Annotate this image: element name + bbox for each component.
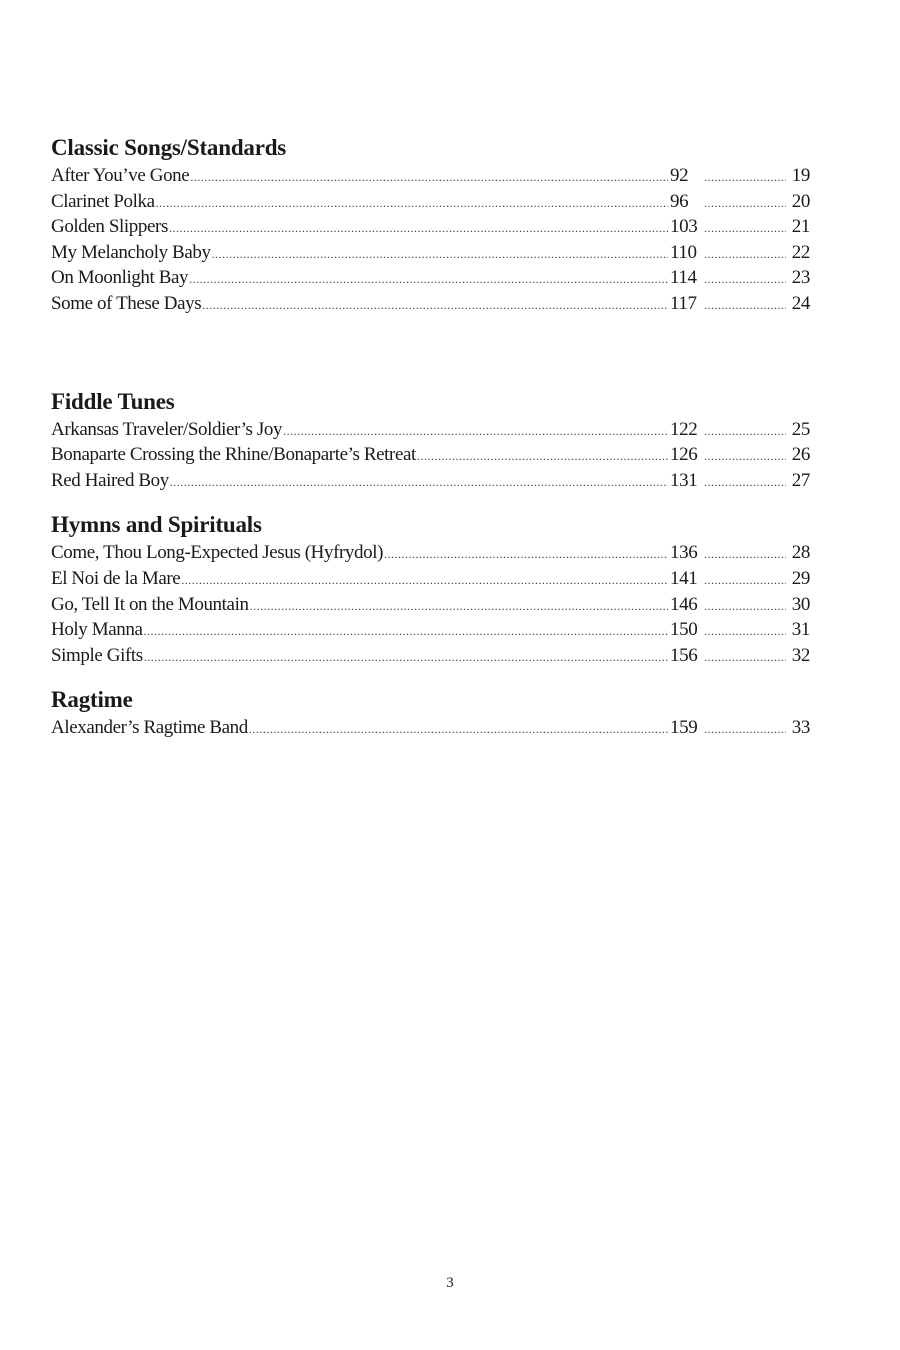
toc-entry[interactable] xyxy=(51,617,810,643)
dot-leader xyxy=(704,191,786,217)
dot-leader xyxy=(283,419,668,445)
toc-section-ragtime xyxy=(51,685,810,741)
entry-title: El Noi de la Mare xyxy=(51,567,181,589)
entry-page: 136 xyxy=(670,542,698,564)
dot-leader xyxy=(190,165,668,191)
entry-title: After You’ve Gone xyxy=(51,165,190,186)
entry-number: 31 xyxy=(791,619,810,641)
entry-number: 24 xyxy=(791,292,810,314)
dot-leader xyxy=(250,594,668,620)
toc-entry[interactable] xyxy=(51,163,810,189)
dot-leader xyxy=(169,216,668,242)
entry-title: Come, Thou Long-Expected Jesus (Hyfrydol) xyxy=(51,542,384,564)
entry-page: 131 xyxy=(670,469,698,491)
dot-leader xyxy=(249,717,668,743)
section-title: Classic Songs/Standards xyxy=(51,135,287,160)
section-spacer xyxy=(51,317,810,387)
entry-number: 26 xyxy=(791,444,810,466)
entry-title: Golden Slippers xyxy=(51,216,168,238)
toc-section-hymns xyxy=(51,510,810,668)
entry-page: 117 xyxy=(670,292,697,314)
entry-title: Clarinet Polka xyxy=(51,190,155,212)
dot-leader xyxy=(704,419,786,445)
entry-title: Arkansas Traveler/Soldier’s Joy xyxy=(51,418,283,440)
toc-entry[interactable] xyxy=(51,442,810,468)
entry-page: 114 xyxy=(670,267,697,289)
page-number: 3 xyxy=(446,1275,454,1291)
dot-leader xyxy=(704,594,786,620)
entry-title: Bonaparte Crossing the Rhine/Bonaparte’s Retreat xyxy=(51,444,416,466)
dot-leader xyxy=(704,645,786,671)
toc-entry[interactable] xyxy=(51,214,810,240)
table-of-contents xyxy=(51,133,810,741)
dot-leader xyxy=(144,619,668,645)
entry-number: 25 xyxy=(791,418,810,440)
toc-entry[interactable] xyxy=(51,189,810,215)
entry-title: My Melancholy Baby xyxy=(51,241,211,263)
entry-number: 23 xyxy=(791,267,810,289)
toc-section-fiddle-tunes xyxy=(51,387,810,494)
toc-entry[interactable] xyxy=(51,468,810,494)
dot-leader xyxy=(704,293,786,319)
toc-entry[interactable] xyxy=(51,540,810,566)
dot-leader xyxy=(704,619,786,645)
entry-page: 92 xyxy=(670,165,689,186)
entry-number: 21 xyxy=(791,216,810,238)
section-title: Hymns and Spirituals xyxy=(51,512,262,538)
entry-page: 103 xyxy=(670,216,698,238)
toc-entry[interactable] xyxy=(51,715,810,741)
toc-entry[interactable] xyxy=(51,592,810,618)
entry-title: Holy Manna xyxy=(51,619,143,641)
toc-entry[interactable] xyxy=(51,417,810,443)
dot-leader xyxy=(704,470,786,496)
entry-title: Some of These Days xyxy=(51,292,202,314)
toc-entry[interactable] xyxy=(51,291,810,317)
entry-page: 110 xyxy=(670,241,697,263)
entry-page: 126 xyxy=(670,444,698,466)
section-spacer xyxy=(51,493,810,510)
section-title: Fiddle Tunes xyxy=(51,388,175,414)
entry-page: 141 xyxy=(670,567,698,589)
dot-leader xyxy=(704,568,786,594)
dot-leader xyxy=(704,717,786,743)
entry-number: 19 xyxy=(791,165,810,186)
dot-leader xyxy=(704,165,786,191)
dot-leader xyxy=(704,216,786,242)
entry-number: 27 xyxy=(791,469,810,491)
dot-leader xyxy=(156,191,668,217)
dot-leader xyxy=(181,568,668,594)
dot-leader xyxy=(704,267,786,293)
dot-leader xyxy=(704,242,786,268)
entry-page: 156 xyxy=(670,644,698,666)
section-title: Ragtime xyxy=(51,687,133,713)
entry-page: 122 xyxy=(670,418,698,440)
entry-number: 32 xyxy=(791,644,810,666)
entry-number: 30 xyxy=(791,593,810,615)
dot-leader xyxy=(189,267,668,293)
section-spacer xyxy=(51,668,810,685)
toc-entry[interactable] xyxy=(51,240,810,266)
entry-number: 20 xyxy=(791,190,810,212)
dot-leader xyxy=(170,470,668,496)
entry-page: 96 xyxy=(670,190,689,212)
entry-title: On Moonlight Bay xyxy=(51,267,189,289)
dot-leader xyxy=(384,542,668,568)
dot-leader xyxy=(144,645,668,671)
dot-leader xyxy=(212,242,668,268)
toc-section-classic-songs xyxy=(51,133,810,317)
entry-title: Red Haired Boy xyxy=(51,469,169,491)
entry-number: 33 xyxy=(791,717,810,739)
toc-entry[interactable] xyxy=(51,566,810,592)
entry-page: 150 xyxy=(670,619,698,641)
entry-page: 159 xyxy=(670,717,698,739)
entry-title: Alexander’s Ragtime Band xyxy=(51,717,248,739)
toc-entry[interactable] xyxy=(51,265,810,291)
entry-title: Simple Gifts xyxy=(51,644,143,666)
dot-leader xyxy=(704,542,786,568)
entry-number: 29 xyxy=(791,567,810,589)
toc-entry[interactable] xyxy=(51,643,810,669)
dot-leader xyxy=(417,444,668,470)
entry-number: 28 xyxy=(791,542,810,564)
entry-title: Go, Tell It on the Mountain xyxy=(51,593,249,615)
dot-leader xyxy=(704,444,786,470)
entry-number: 22 xyxy=(791,241,810,263)
entry-page: 146 xyxy=(670,593,698,615)
dot-leader xyxy=(202,293,668,319)
